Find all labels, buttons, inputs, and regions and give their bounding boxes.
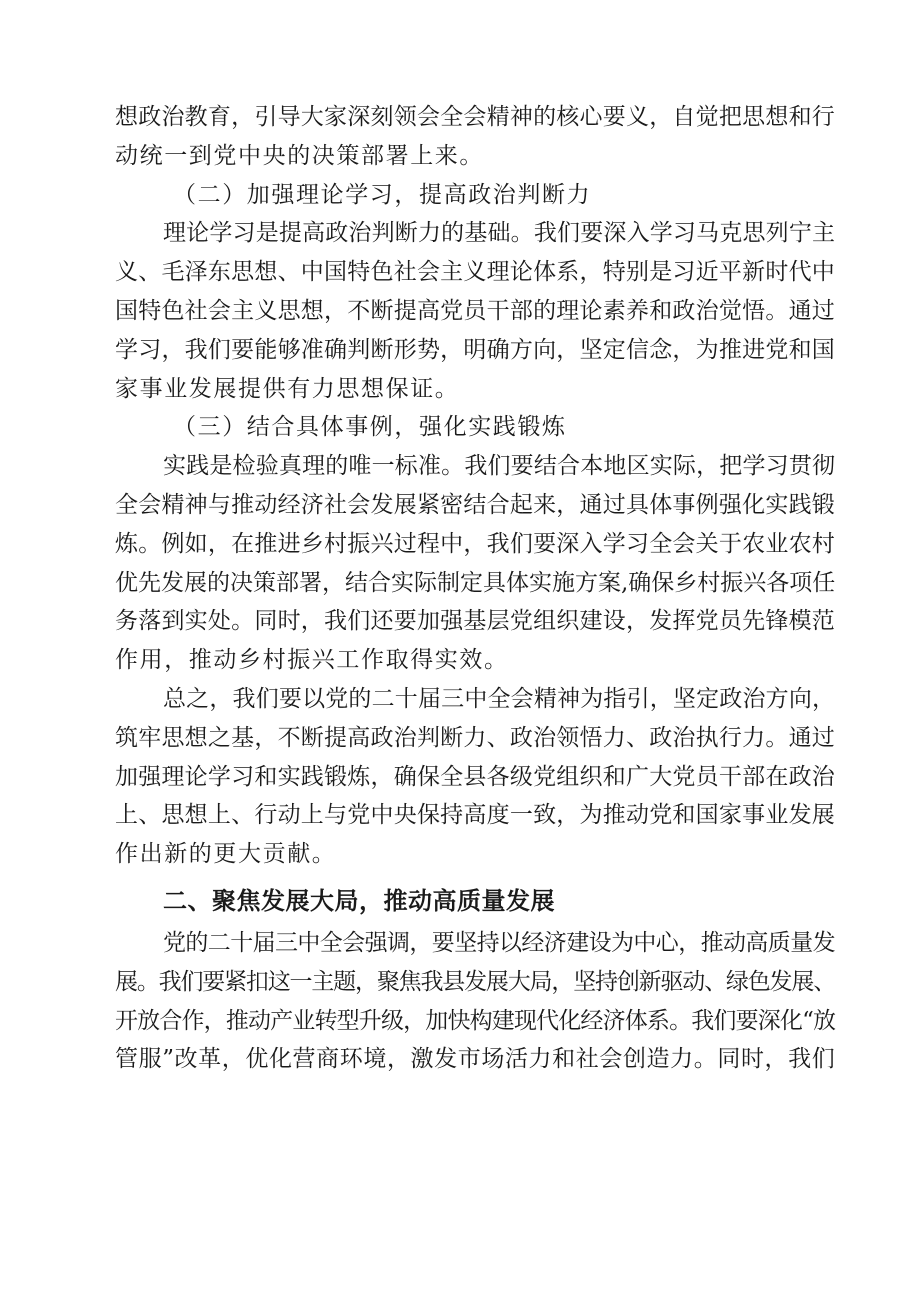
text-line: 务落到实处。同时，我们还要加强基层党组织建设，发挥党员先锋模范 (115, 608, 835, 635)
text-line: 优先发展的决策部署，结合实际制定具体实施方案,确保乡村振兴各项任 (115, 569, 836, 596)
intro-paragraph (115, 98, 835, 176)
text-line: 家事业发展提供有力思想保证。 (115, 375, 460, 402)
subsection-heading-2: （二）加强理论学习，提高政治判断力 (173, 181, 592, 208)
text-line: 作出新的更大贡献。 (115, 841, 337, 868)
text-line: 炼。例如，在推进乡村振兴过程中，我们要深入学习全会关于农业农村 (115, 530, 835, 557)
text-line: 理论学习是提高政治判断力的基础。我们要深入学习马克思列宁主 (163, 220, 835, 247)
text-line: 作用，推动乡村振兴工作取得实效。 (115, 647, 509, 674)
text-line: 管服”改革，优化营商环境，激发市场活力和社会创造力。同时，我们 (115, 1046, 836, 1073)
summary-paragraph (115, 680, 835, 874)
text-line: 展。我们要紧扣这一主题，聚焦我县发展大局，坚持创新驱动、绿色发展、 (115, 968, 835, 995)
subsection-2-paragraph (115, 214, 835, 408)
text-line: 党的二十届三中全会强调，要坚持以经济建设为中心，推动高质量发 (163, 929, 836, 956)
text-line: 学习，我们要能够准确判断形势，明确方向，坚定信念，为推进党和国 (115, 336, 835, 363)
text-line: 实践是检验真理的唯一标准。我们要结合本地区实际，把学习贯彻 (163, 453, 835, 480)
section-2-paragraph (115, 924, 835, 1079)
subsection-heading-3: （三）结合具体事例，强化实践锻炼 (173, 414, 567, 441)
text-line: 加强理论学习和实践锻炼，确保全县各级党组织和广大党员干部在政治 (115, 763, 835, 790)
document-page (115, 98, 835, 1079)
text-line: 义、毛泽东思想、中国特色社会主义理论体系，特别是习近平新时代中 (115, 259, 835, 286)
text-line: 上、思想上、行动上与党中央保持高度一致，为推动党和国家事业发展 (115, 802, 835, 829)
text-line: 动统一到党中央的决策部署上来。 (115, 142, 484, 169)
text-line: 开放合作，推动产业转型升级，加快构建现代化经济体系。我们要深化“放 (115, 1007, 835, 1034)
subsection-3-paragraph (115, 447, 835, 680)
text-line: 想政治教育，引导大家深刻领会全会精神的核心要义，自觉把思想和行 (115, 104, 835, 130)
text-line: 筑牢思想之基，不断提高政治判断力、政治领悟力、政治执行力。通过 (115, 724, 835, 751)
text-line: 国特色社会主义思想，不断提高党员干部的理论素养和政治觉悟。通过 (115, 297, 835, 324)
text-line: 全会精神与推动经济社会发展紧密结合起来，通过具体事例强化实践锻 (115, 491, 835, 518)
text-line: 总之，我们要以党的二十届三中全会精神为指引，坚定政治方向， (163, 685, 835, 712)
section-heading-2: 二、聚焦发展大局，推动高质量发展 (163, 886, 555, 915)
